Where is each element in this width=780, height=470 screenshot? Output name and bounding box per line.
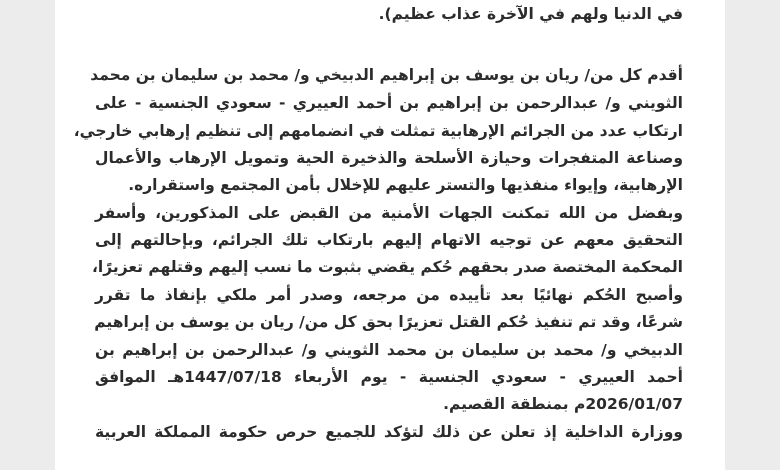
text-line: أقدم كل من/ ريان بن يوسف بن إبراهيم الدبيخي و/ محمد بن سليمان بن محمد [90,66,683,84]
text-line: الدبيخي و/ محمد بن سليمان بن محمد الثويني و/ عبدالرحمن بن إبراهيم بن [95,341,683,359]
text-line: وأصبح الحُكم نهائيًا بعد تأييده من مرجعه، وصدر أمر ملكي بإنفاذ ما تقرر [95,286,683,304]
text-line-quote-end: في الدنيا ولهم في الآخرة عذاب عظيم). [378,5,683,23]
text-line: الثويني و/ عبدالرحمن بن إبراهيم بن أحمد العييري - سعودي الجنسية - على [95,94,683,112]
text-line: الإرهابية، وإيواء منفذيها والتستر عليهم للإخلال بأمن المجتمع واستقراره. [128,176,683,194]
text-line: التحقيق معهم عن توجيه الاتهام إليهم بارتكاب تلك الجرائم، وبإحالتهم إلى [95,231,683,249]
text-line: أحمد العييري - سعودي الجنسية - يوم الأربعاء 1447/07/18هـ الموافق [95,368,683,386]
text-line: وبفضل من الله تمكنت الجهات الأمنية من القبض على المذكورين، وأسفر [95,204,683,222]
text-line: شرعًا، وقد تم تنفيذ حُكم القتل تعزيرًا بحق كل من/ ريان بن يوسف بن إبراهيم [94,313,683,331]
text-line: وصناعة المتفجرات وحيازة الأسلحة والذخيرة الحية وتمويل الإرهاب والأعمال [95,149,683,167]
text-line: ووزارة الداخلية إذ تعلن عن ذلك لتؤكد للجميع حرص حكومة المملكة العربية [95,423,683,441]
text-line: 2026/01/07م بمنطقة القصيم. [443,395,683,413]
text-line: المحكمة المختصة صدر بحقهم حُكم يقضي بثبوت ما نسب إليهم وقتلهم تعزيرًا، [92,258,683,276]
text-line: ارتكاب عدد من الجرائم الإرهابية تمثلت في انضمامهم إلى تنظيم إرهابي خارجي، [73,122,683,140]
document-page [55,0,725,470]
